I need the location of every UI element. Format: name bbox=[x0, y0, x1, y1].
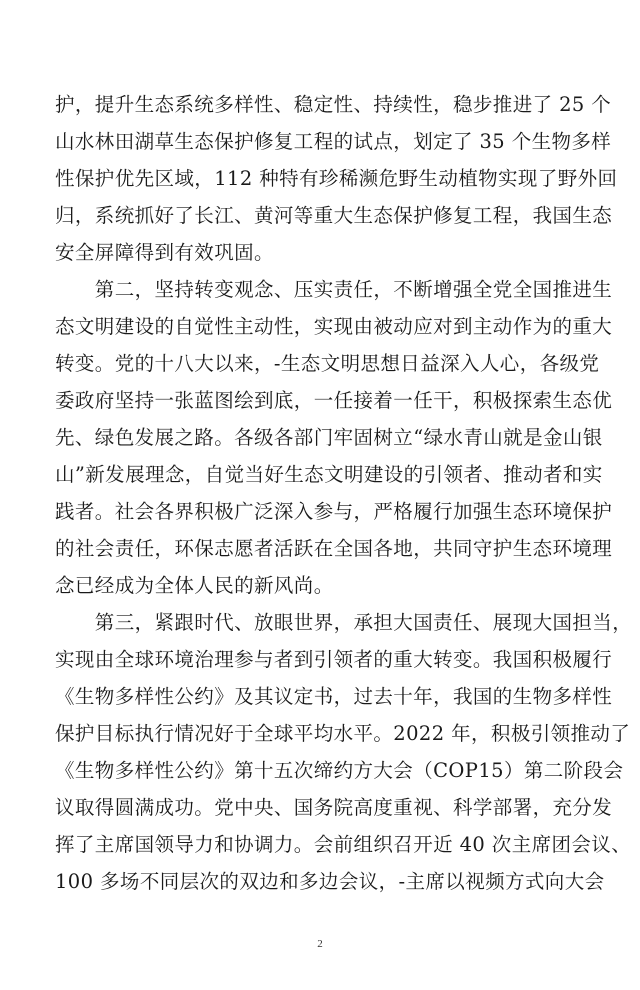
text-line: 安全屏障得到有效巩固。 bbox=[55, 241, 274, 264]
text-line: 念已经成为全体人民的新风尚。 bbox=[55, 574, 334, 597]
text-line: 归，系统抓好了长江、黄河等重大生态保护修复工程，我国生态 bbox=[55, 204, 613, 227]
text-line: 护，提升生态系统多样性、稳定性、持续性，稳步推进了 25 个 bbox=[55, 93, 612, 116]
text-line: 实现由全球环境治理参与者到引领者的重大转变。我国积极履行 bbox=[55, 648, 613, 671]
text-line: 《生物多样性公约》第十五次缔约方大会（COP15）第二阶段会 bbox=[55, 759, 624, 782]
text-line: 践者。社会各界积极广泛深入参与，严格履行加强生态环境保护 bbox=[55, 500, 613, 523]
text-line: 议取得圆满成功。党中央、国务院高度重视、科学部署，充分发 bbox=[55, 796, 613, 819]
text-line: 《生物多样性公约》及其议定书，过去十年，我国的生物多样性 bbox=[55, 685, 613, 708]
page-number: 2 bbox=[317, 938, 323, 950]
text-line: 先、绿色发展之路。各级各部门牢固树立“绿水青山就是金山银 bbox=[55, 426, 603, 449]
text-line: 的社会责任，环保志愿者活跃在全国各地，共同守护生态环境理 bbox=[55, 537, 613, 560]
text-line: 100 多场不同层次的双边和多边会议，-主席以视频方式向大会 bbox=[55, 870, 605, 893]
text-line: 山”新发展理念，自觉当好生态文明建设的引领者、推动者和实 bbox=[55, 463, 603, 486]
text-line: 第三，紧跟时代、放眼世界，承担大国责任、展现大国担当， bbox=[55, 611, 633, 634]
text-line: 态文明建设的自觉性主动性，实现由被动应对到主动作为的重大 bbox=[55, 315, 613, 338]
text-line: 性保护优先区域，112 种特有珍稀濒危野生动植物实现了野外回 bbox=[55, 167, 618, 190]
text-line: 保护目标执行情况好于全球平均水平。2022 年，积极引领推动了 bbox=[55, 722, 631, 745]
text-line: 挥了主席国领导力和协调力。会前组织召开近 40 次主席团会议、 bbox=[55, 833, 632, 856]
text-line: 委政府坚持一张蓝图绘到底，一任接着一任干，积极探索生态优 bbox=[55, 389, 613, 412]
text-line: 转变。党的十八大以来，-生态文明思想日益深入人心，各级党 bbox=[55, 352, 600, 375]
text-line: 第二，坚持转变观念、压实责任，不断增强全党全国推进生 bbox=[55, 278, 613, 301]
text-line: 山水林田湖草生态保护修复工程的试点，划定了 35 个生物多样 bbox=[55, 130, 612, 153]
